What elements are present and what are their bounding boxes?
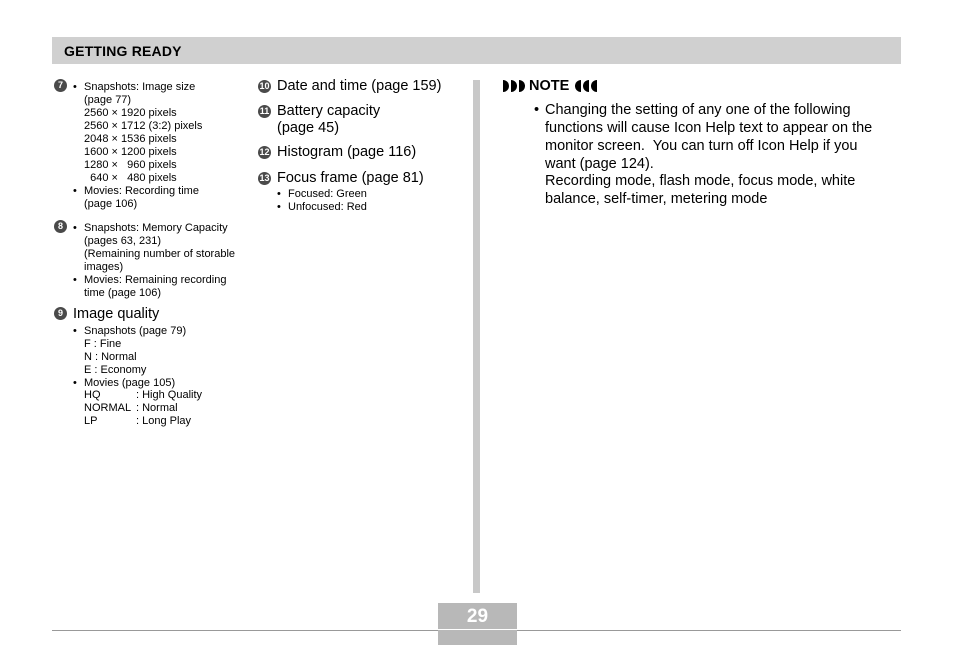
quality-key: LP — [84, 415, 98, 427]
item-7-number-icon: 7 — [54, 79, 67, 92]
note-left-arrows-icon — [502, 80, 526, 92]
bullet: • — [277, 201, 281, 213]
item-8-line: (pages 63, 231) — [84, 235, 162, 247]
item-7-line: 1280 × 960 pixels — [84, 159, 177, 171]
bullet: • — [73, 185, 77, 197]
note-text-line: balance, self-timer, metering mode — [545, 191, 768, 207]
item-13-text: Focus frame (page 81) — [277, 170, 424, 186]
item-9-title: Image quality — [73, 306, 160, 322]
quality-key: NORMAL — [84, 402, 132, 414]
page-number: 29 — [466, 606, 489, 627]
quality-value: : Long Play — [136, 415, 192, 427]
item-8-line: time (page 106) — [84, 287, 162, 299]
item-13-sub: Focused: Green — [288, 188, 367, 200]
item-7-line: Movies: Recording time — [84, 185, 199, 197]
item-8-line: Movies: Remaining recording — [84, 274, 227, 286]
page-number-box — [438, 603, 517, 645]
item-7-line: 640 × 480 pixels — [84, 172, 177, 184]
page-number-footer — [438, 630, 517, 645]
quality-value: : High Quality — [136, 389, 203, 401]
item-8-line: images) — [84, 261, 124, 273]
bullet: • — [73, 325, 77, 337]
item-7-line: 2560 × 1712 (3:2) pixels — [84, 120, 203, 132]
item-7-line: Snapshots: Image size — [84, 81, 196, 93]
item-12-text: Histogram (page 116) — [277, 144, 417, 160]
item-11-number-icon: 11 — [259, 106, 270, 116]
item-8-line: (Remaining number of storable — [84, 248, 236, 260]
item-10-number-icon: 10 — [259, 81, 270, 91]
item-9-line: E : Economy — [84, 364, 147, 376]
note-text-line: functions will cause Icon Help text to appear on the — [545, 120, 873, 136]
item-8-line: Snapshots: Memory Capacity — [84, 222, 228, 234]
item-9-line: Movies (page 105) — [84, 377, 176, 389]
item-7-line: 2048 × 1536 pixels — [84, 133, 177, 145]
quality-value: : Normal — [136, 402, 178, 414]
item-13-sub: Unfocused: Red — [288, 201, 367, 213]
section-title: GETTING READY — [64, 43, 182, 59]
note-text-line: Recording mode, flash mode, focus mode, white — [545, 173, 856, 189]
item-8-number-icon: 8 — [54, 220, 67, 233]
bullet: • — [73, 222, 77, 234]
bullet: • — [73, 81, 77, 93]
note-text-line: monitor screen. You can turn off Icon Help if you — [545, 138, 858, 154]
note-label: NOTE — [529, 78, 570, 94]
bullet: • — [73, 377, 77, 389]
column-divider — [473, 80, 480, 593]
note-text-line: want (page 124). — [545, 156, 654, 172]
note-text-line: Changing the setting of any one of the following — [545, 102, 851, 118]
item-12-number-icon: 12 — [259, 147, 270, 157]
item-9-line: F : Fine — [84, 338, 122, 350]
bullet: • — [277, 188, 281, 200]
item-7-line: (page 106) — [84, 198, 138, 210]
item-11-text: (page 45) — [277, 120, 340, 136]
section-header — [52, 37, 901, 64]
item-11-text: Battery capacity — [277, 103, 381, 119]
quality-key: HQ — [84, 389, 101, 401]
item-9-line: N : Normal — [84, 351, 137, 363]
item-13-number-icon: 13 — [259, 173, 270, 183]
note-right-arrows-icon — [574, 80, 598, 92]
bullet: • — [534, 102, 540, 118]
item-7-line: (page 77) — [84, 94, 132, 106]
bullet: • — [73, 274, 77, 286]
item-9-number-icon: 9 — [54, 307, 67, 320]
item-10-text: Date and time (page 159) — [277, 78, 442, 94]
item-9-line: Snapshots (page 79) — [84, 325, 187, 337]
item-7-line: 2560 × 1920 pixels — [84, 107, 177, 119]
item-7-line: 1600 × 1200 pixels — [84, 146, 177, 158]
